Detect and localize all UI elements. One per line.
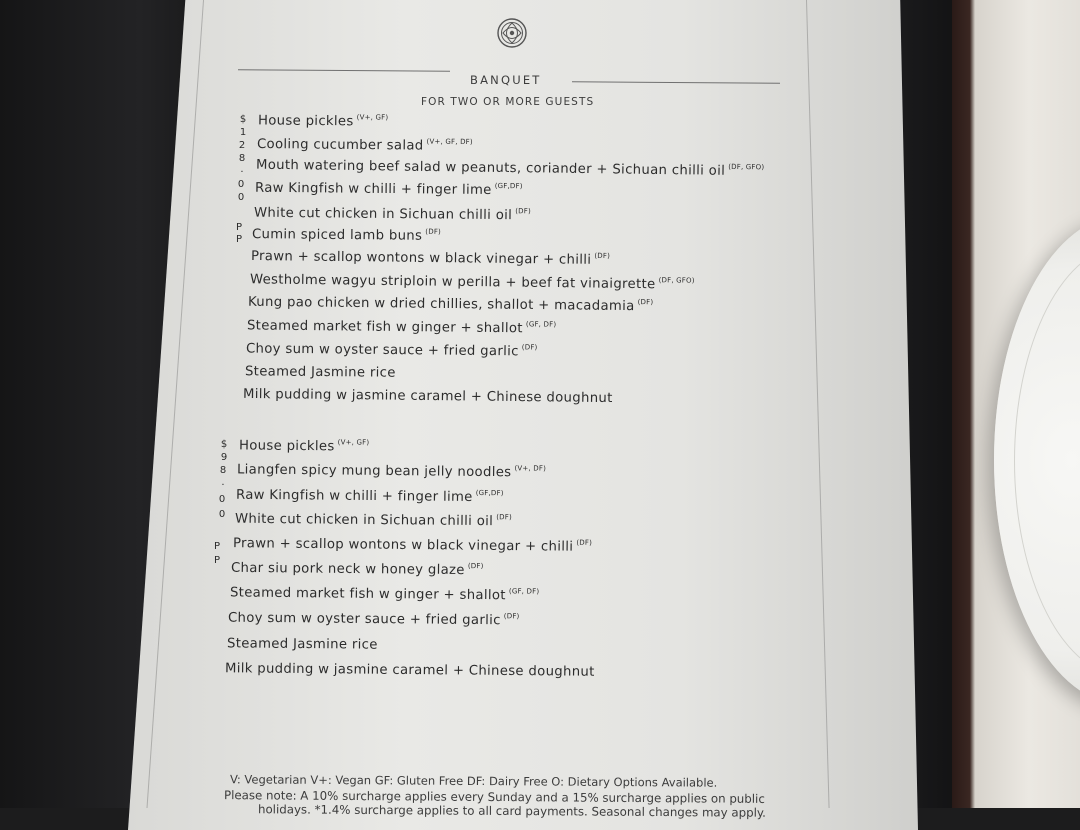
menu-item: Milk pudding w jasmine caramel + Chinese doughnut <box>242 386 613 407</box>
price-char: P <box>235 222 243 233</box>
restaurant-logo-icon <box>497 18 527 48</box>
menu-item: Steamed Jasmine rice <box>226 636 378 653</box>
surcharge-note-cut: holidays. *1.4% surcharge applies to all card payments. Seasonal changes may apply. <box>257 802 767 820</box>
menu-title: BANQUET <box>470 73 542 87</box>
price-char: P <box>235 234 243 245</box>
menu-item: Steamed market fish w ginger + shallot $^{(GF, DF)}$ <box>229 585 540 604</box>
price-char: 0 <box>218 509 226 520</box>
menu-item: Choy sum w oyster sauce + fried garlic $^{(DF)}$ <box>245 341 538 360</box>
menu-item: Prawn + scallop wontons w black vinegar + chilli $^{(DF)}$ <box>250 248 611 268</box>
menu-item: Steamed Jasmine rice <box>244 364 396 381</box>
menu-item: Liangfen spicy mung bean jelly noodles $^{(V+, DF)}$ <box>236 462 547 481</box>
menu-item: Cumin spiced lamb buns $^{(DF)}$ <box>251 227 442 244</box>
price-char: $ <box>220 439 228 450</box>
menu-item: Cooling cucumber salad $^{(V+, GF, DF)}$ <box>256 136 473 154</box>
menu-item: Kung pao chicken w dried chillies, shallot + macadamia $^{(DF)}$ <box>247 294 654 315</box>
price-char: 0 <box>237 192 245 203</box>
menu-item: White cut chicken in Sichuan chilli oil $^{(DF)}$ <box>253 205 531 224</box>
menu-item: White cut chicken in Sichuan chilli oil $^{(DF)}$ <box>234 511 512 530</box>
price-char: $ <box>239 114 247 125</box>
price-char: 0 <box>237 179 245 190</box>
menu-subtitle: FOR TWO OR MORE GUESTS <box>421 96 595 108</box>
price-char: P <box>213 541 221 552</box>
menu-item: Raw Kingfish w chilli + finger lime $^{(GF,DF)}$ <box>254 180 523 198</box>
price-char: 2 <box>238 140 246 151</box>
menu-item: Prawn + scallop wontons w black vinegar + chilli $^{(DF)}$ <box>232 536 593 555</box>
price-char: . <box>240 164 244 175</box>
price-char: P <box>213 555 221 566</box>
dietary-legend: V: Vegetarian V+: Vegan GF: Gluten Free DF: Dairy Free O: Dietary Options Available. <box>229 772 718 790</box>
menu-item: Westholme wagyu striploin w perilla + beef fat vinaigrette $^{(DF, GFO)}$ <box>249 272 695 293</box>
menu-item: Steamed market fish w ginger + shallot $^{(GF, DF)}$ <box>246 318 557 337</box>
menu-item: Milk pudding w jasmine caramel + Chinese doughnut <box>224 661 595 680</box>
price-char: 8 <box>219 465 227 476</box>
price-char: . <box>221 477 225 488</box>
menu-item: Choy sum w oyster sauce + fried garlic $^{(DF)}$ <box>227 610 520 629</box>
menu-item: Char siu pork neck w honey glaze $^{(DF)}$ <box>230 560 484 579</box>
menu-item: House pickles $^{(V+, GF)}$ <box>257 113 389 130</box>
price-char: 9 <box>220 452 228 463</box>
price-char: 1 <box>239 127 247 138</box>
price-char: 0 <box>218 494 226 505</box>
menu-item: Mouth watering beef salad w peanuts, coriander + Sichuan chilli oil $^{(DF, GFO)}$ <box>255 157 765 179</box>
price-char: 8 <box>238 153 246 164</box>
surcharge-note: Please note: A 10% surcharge applies every Sunday and a 15% surcharge applies on public <box>223 788 765 806</box>
menu-item: Raw Kingfish w chilli + finger lime $^{(GF,DF)}$ <box>235 487 504 505</box>
menu-item: House pickles $^{(V+, GF)}$ <box>238 438 370 455</box>
